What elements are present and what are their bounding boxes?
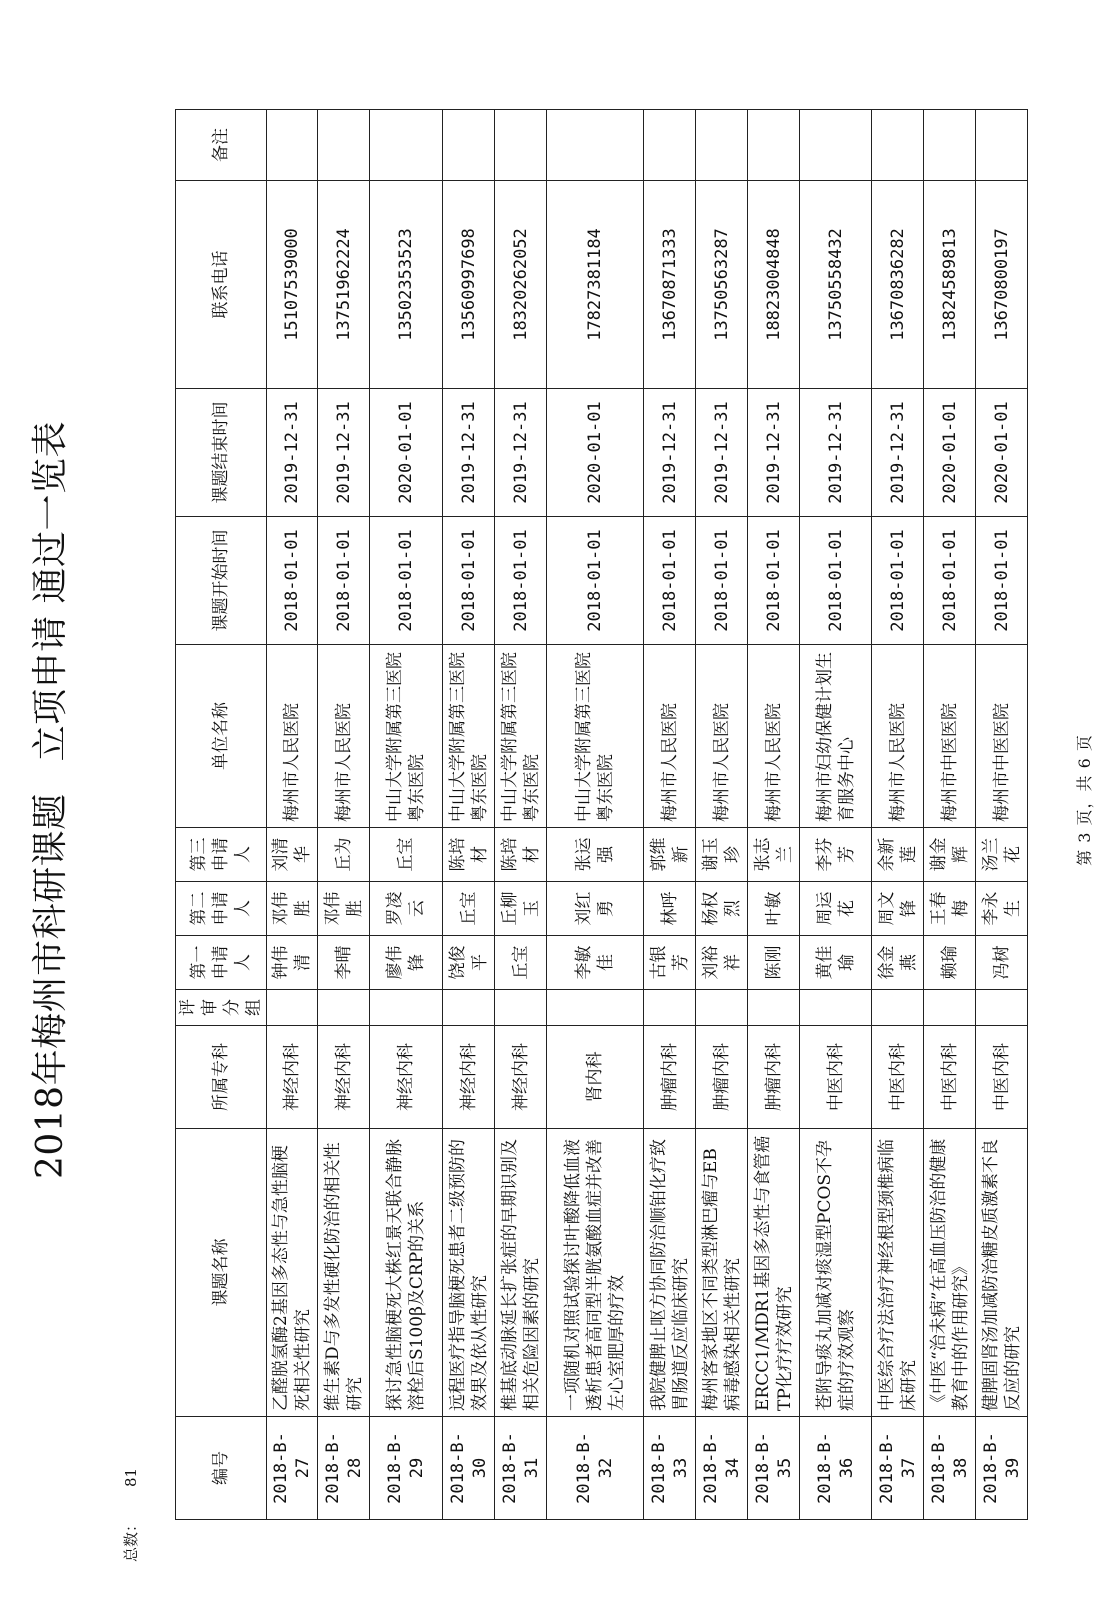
cell-id: 2018-B-38 — [924, 1417, 976, 1520]
cell-group — [924, 990, 976, 1026]
cell-group — [748, 990, 800, 1026]
col-applicant3-header: 第三申请人 — [176, 828, 267, 882]
table-row — [318, 110, 370, 1520]
col-start-header: 课题开始时间 — [176, 517, 267, 645]
cell-applicant1: 李晴 — [318, 936, 370, 990]
cell-applicant2: 林呼 — [644, 882, 696, 936]
cell-end: 2020-01-01 — [976, 389, 1028, 517]
cell-remark — [872, 110, 924, 181]
table-row — [644, 110, 696, 1520]
col-applicant2-header: 第二申请人 — [176, 882, 267, 936]
cell-phone: 13560997698 — [443, 181, 495, 389]
cell-start: 2018-01-01 — [370, 517, 443, 645]
page-number: 第 3 页，共 6 页 — [1075, 734, 1094, 866]
cell-topic: 我院健脾止呕方协同防治顺铂化疗致胃肠道反应临床研究 — [644, 1129, 696, 1417]
cell-phone: 13750558432 — [800, 181, 872, 389]
header-row — [176, 110, 267, 1520]
cell-applicant1: 陈刚 — [748, 936, 800, 990]
cell-topic: 乙醛脱氢酶2基因多态性与急性脑梗死相关性研究 — [267, 1129, 318, 1417]
table-row — [800, 110, 872, 1520]
col-unit-header: 单位名称 — [176, 645, 267, 828]
cell-unit: 梅州市妇幼保健计划生育服务中心 — [800, 645, 872, 828]
cell-specialty: 神经内科 — [443, 1026, 495, 1129]
cell-end: 2020-01-01 — [547, 389, 644, 517]
cell-phone: 13670836282 — [872, 181, 924, 389]
cell-unit: 梅州市中医医院 — [976, 645, 1028, 828]
cell-unit: 中山大学附属第三医院粤东医院 — [370, 645, 443, 828]
col-phone-header: 联系电话 — [176, 181, 267, 389]
cell-specialty: 神经内科 — [370, 1026, 443, 1129]
total-count — [120, 1468, 141, 1562]
title-sub: 立项申请 通过一览表 — [30, 420, 71, 762]
cell-remark — [443, 110, 495, 181]
cell-remark — [267, 110, 318, 181]
cell-topic: 一项随机对照试验探讨叶酸降低血液透析患者高同型半胱氨酸血症并改善左心室肥厚的疗效 — [547, 1129, 644, 1417]
cell-remark — [318, 110, 370, 181]
cell-start: 2018-01-01 — [924, 517, 976, 645]
cell-applicant1: 丘宝 — [495, 936, 547, 990]
table-row — [924, 110, 976, 1520]
cell-specialty: 神经内科 — [267, 1026, 318, 1129]
cell-applicant3: 张志兰 — [748, 828, 800, 882]
cell-topic: 梅州客家地区不同类型淋巴瘤与EB病毒感染相关性研究 — [696, 1129, 748, 1417]
cell-applicant2: 罗凌云 — [370, 882, 443, 936]
title-main: 2018年梅州市科研课题 — [30, 793, 71, 1180]
cell-end: 2019-12-31 — [800, 389, 872, 517]
cell-specialty: 肾内科 — [547, 1026, 644, 1129]
cell-unit: 梅州市人民医院 — [748, 645, 800, 828]
cell-group — [267, 990, 318, 1026]
cell-applicant1: 黄佳瑜 — [800, 936, 872, 990]
cell-id: 2018-B-29 — [370, 1417, 443, 1520]
table-row — [443, 110, 495, 1520]
cell-id: 2018-B-36 — [800, 1417, 872, 1520]
cell-applicant1: 古银芳 — [644, 936, 696, 990]
table-row — [696, 110, 748, 1520]
cell-unit: 梅州市人民医院 — [644, 645, 696, 828]
cell-topic: 健脾固肾汤加减防治糖皮质激素不良反应的研究 — [976, 1129, 1028, 1417]
cell-end: 2019-12-31 — [443, 389, 495, 517]
col-specialty-header: 所属专科 — [176, 1026, 267, 1129]
cell-end: 2019-12-31 — [748, 389, 800, 517]
cell-applicant1: 廖伟锋 — [370, 936, 443, 990]
cell-applicant1: 钟伟清 — [267, 936, 318, 990]
cell-remark — [370, 110, 443, 181]
cell-remark — [924, 110, 976, 181]
cell-phone: 13670871333 — [644, 181, 696, 389]
cell-id: 2018-B-35 — [748, 1417, 800, 1520]
cell-applicant1: 李敏佳 — [547, 936, 644, 990]
cell-topic: 维生素D与多发性硬化防治的相关性研究 — [318, 1129, 370, 1417]
cell-end: 2019-12-31 — [267, 389, 318, 517]
cell-id: 2018-B-31 — [495, 1417, 547, 1520]
cell-unit: 梅州市人民医院 — [318, 645, 370, 828]
cell-phone: 18320262052 — [495, 181, 547, 389]
cell-remark — [976, 110, 1028, 181]
cell-applicant3: 丘宝 — [370, 828, 443, 882]
cell-end: 2020-01-01 — [924, 389, 976, 517]
cell-applicant2: 王春梅 — [924, 882, 976, 936]
cell-id: 2018-B-28 — [318, 1417, 370, 1520]
total-label: 总数： — [122, 1516, 140, 1562]
cell-end: 2019-12-31 — [495, 389, 547, 517]
table-row — [748, 110, 800, 1520]
col-applicant1-header: 第一申请人 — [176, 936, 267, 990]
cell-start: 2018-01-01 — [976, 517, 1028, 645]
cell-end: 2019-12-31 — [696, 389, 748, 517]
cell-specialty: 神经内科 — [318, 1026, 370, 1129]
col-group-header: 评审分组 — [176, 990, 267, 1026]
cell-applicant2: 邓伟胜 — [318, 882, 370, 936]
col-remark-header: 备注 — [176, 110, 267, 181]
cell-applicant3: 陈培材 — [443, 828, 495, 882]
cell-applicant3: 丘为 — [318, 828, 370, 882]
table-row — [976, 110, 1028, 1520]
cell-applicant3: 郭维新 — [644, 828, 696, 882]
cell-specialty: 肿瘤内科 — [644, 1026, 696, 1129]
cell-start: 2018-01-01 — [696, 517, 748, 645]
cell-phone: 13750563287 — [696, 181, 748, 389]
cell-specialty: 肿瘤内科 — [748, 1026, 800, 1129]
cell-specialty: 中医内科 — [800, 1026, 872, 1129]
cell-start: 2018-01-01 — [547, 517, 644, 645]
cell-specialty: 中医内科 — [872, 1026, 924, 1129]
cell-specialty: 中医内科 — [924, 1026, 976, 1129]
cell-applicant2: 周运花 — [800, 882, 872, 936]
cell-remark — [644, 110, 696, 181]
cell-topic: ERCC1/MDR1基因多态性与食管癌TP化疗疗效研究 — [748, 1129, 800, 1417]
cell-group — [644, 990, 696, 1026]
cell-phone: 13824589813 — [924, 181, 976, 389]
cell-unit: 梅州市中医医院 — [924, 645, 976, 828]
cell-unit: 中山大学附属第三医院粤东医院 — [495, 645, 547, 828]
cell-group — [318, 990, 370, 1026]
cell-topic: 苍附导痰丸加减对痰湿型PCOS不孕症的疗效观察 — [800, 1129, 872, 1417]
cell-applicant3: 陈培材 — [495, 828, 547, 882]
cell-applicant3: 余新莲 — [872, 828, 924, 882]
cell-start: 2018-01-01 — [800, 517, 872, 645]
cell-id: 2018-B-32 — [547, 1417, 644, 1520]
cell-group — [976, 990, 1028, 1026]
cell-end: 2019-12-31 — [872, 389, 924, 517]
cell-start: 2018-01-01 — [872, 517, 924, 645]
cell-remark — [696, 110, 748, 181]
cell-applicant2: 丘宝 — [443, 882, 495, 936]
cell-start: 2018-01-01 — [443, 517, 495, 645]
cell-specialty: 中医内科 — [976, 1026, 1028, 1129]
cell-remark — [495, 110, 547, 181]
page-title — [28, 130, 74, 1470]
cell-applicant2: 杨权烈 — [696, 882, 748, 936]
cell-group — [872, 990, 924, 1026]
cell-end: 2019-12-31 — [318, 389, 370, 517]
cell-id: 2018-B-30 — [443, 1417, 495, 1520]
cell-phone: 13502353523 — [370, 181, 443, 389]
cell-applicant3: 李芬芳 — [800, 828, 872, 882]
cell-end: 2020-01-01 — [370, 389, 443, 517]
cell-topic: 中医综合疗法治疗神经根型颈椎病临床研究 — [872, 1129, 924, 1417]
table-row — [872, 110, 924, 1520]
table-row — [547, 110, 644, 1520]
cell-applicant1: 徐金燕 — [872, 936, 924, 990]
cell-applicant2: 刘红勇 — [547, 882, 644, 936]
col-end-header: 课题结束时间 — [176, 389, 267, 517]
cell-topic: 远程医疗指导脑梗死患者二级预防的效果及依从性研究 — [443, 1129, 495, 1417]
cell-applicant2: 李永生 — [976, 882, 1028, 936]
cell-group — [495, 990, 547, 1026]
cell-remark — [547, 110, 644, 181]
cell-id: 2018-B-37 — [872, 1417, 924, 1520]
cell-group — [800, 990, 872, 1026]
cell-remark — [748, 110, 800, 181]
cell-applicant2: 丘柳玉 — [495, 882, 547, 936]
cell-start: 2018-01-01 — [748, 517, 800, 645]
cell-applicant3: 张运强 — [547, 828, 644, 882]
cell-phone: 15107539000 — [267, 181, 318, 389]
cell-applicant2: 邓伟胜 — [267, 882, 318, 936]
cell-unit: 梅州市人民医院 — [872, 645, 924, 828]
cell-remark — [800, 110, 872, 181]
cell-applicant3: 汤兰花 — [976, 828, 1028, 882]
cell-group — [370, 990, 443, 1026]
cell-start: 2018-01-01 — [318, 517, 370, 645]
cell-applicant3: 刘清华 — [267, 828, 318, 882]
col-topic-header: 课题名称 — [176, 1129, 267, 1417]
cell-applicant1: 冯树 — [976, 936, 1028, 990]
cell-topic: 《中医“治未病”在高血压防治的健康教育中的作用研究》 — [924, 1129, 976, 1417]
cell-applicant1: 饶俊平 — [443, 936, 495, 990]
table-row — [370, 110, 443, 1520]
cell-phone: 13670800197 — [976, 181, 1028, 389]
cell-start: 2018-01-01 — [644, 517, 696, 645]
table-row — [495, 110, 547, 1520]
col-id-header: 编号 — [176, 1417, 267, 1520]
cell-phone: 18823004848 — [748, 181, 800, 389]
cell-applicant1: 赖瑜 — [924, 936, 976, 990]
cell-unit: 梅州市人民医院 — [267, 645, 318, 828]
cell-applicant2: 叶敏 — [748, 882, 800, 936]
table-row — [267, 110, 318, 1520]
cell-group — [696, 990, 748, 1026]
cell-id: 2018-B-39 — [976, 1417, 1028, 1520]
cell-unit: 中山大学附属第三医院粤东医院 — [547, 645, 644, 828]
cell-phone: 17827381184 — [547, 181, 644, 389]
cell-unit: 中山大学附属第三医院粤东医院 — [443, 645, 495, 828]
cell-applicant3: 谢金辉 — [924, 828, 976, 882]
cell-start: 2018-01-01 — [267, 517, 318, 645]
cell-topic: 探讨急性脑梗死大株红景天联合静脉溶栓后S100β及CRP的关系 — [370, 1129, 443, 1417]
cell-id: 2018-B-27 — [267, 1417, 318, 1520]
cell-unit: 梅州市人民医院 — [696, 645, 748, 828]
cell-id: 2018-B-33 — [644, 1417, 696, 1520]
cell-specialty: 神经内科 — [495, 1026, 547, 1129]
cell-group — [547, 990, 644, 1026]
cell-start: 2018-01-01 — [495, 517, 547, 645]
cell-applicant1: 刘裕祥 — [696, 936, 748, 990]
total-value: 81 — [122, 1467, 140, 1487]
cell-end: 2019-12-31 — [644, 389, 696, 517]
cell-specialty: 肿瘤内科 — [696, 1026, 748, 1129]
cell-topic: 椎基底动脉延长扩张症的早期识别及相关危险因素的研究 — [495, 1129, 547, 1417]
cell-applicant3: 谢玉珍 — [696, 828, 748, 882]
project-table — [175, 109, 1028, 1520]
cell-phone: 13751962224 — [318, 181, 370, 389]
cell-id: 2018-B-34 — [696, 1417, 748, 1520]
cell-applicant2: 周文锋 — [872, 882, 924, 936]
cell-group — [443, 990, 495, 1026]
